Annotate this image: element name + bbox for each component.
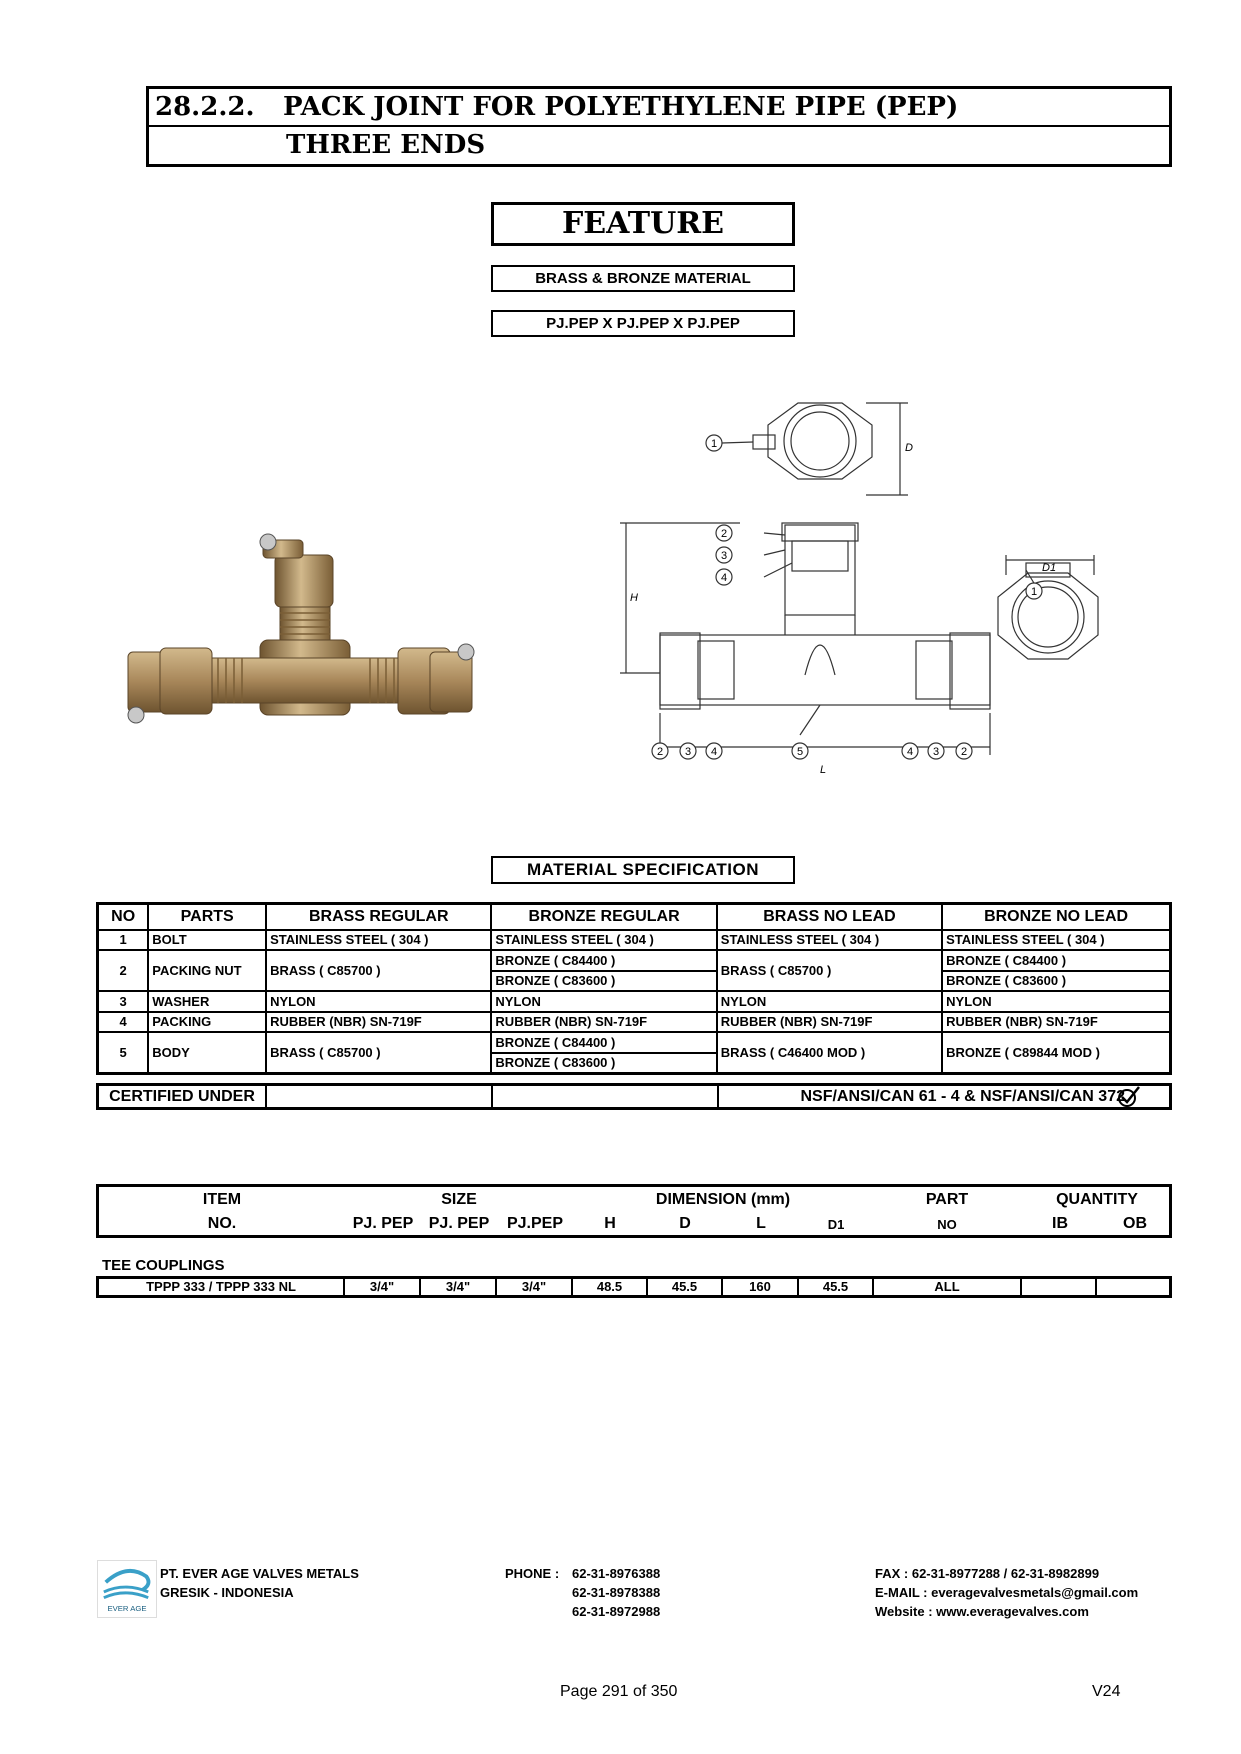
header-qty-ib: IB (1052, 1215, 1068, 1232)
callout-2: 2 (960, 746, 968, 758)
table-row (98, 1012, 1171, 1033)
callout-4: 4 (906, 746, 914, 758)
cell-brass-no-lead: BRASS ( C46400 MOD ) (717, 1032, 942, 1073)
cell-brass-regular: RUBBER (NBR) SN-719F (266, 1012, 491, 1033)
cell-bronze-regular: STAINLESS STEEL ( 304 ) (491, 930, 716, 951)
certified-row (96, 1083, 1172, 1110)
cell-size: 3/4" (497, 1279, 573, 1295)
callout-2: 2 (656, 746, 664, 758)
certified-label: CERTIFIED UNDER (99, 1086, 267, 1107)
cell-qty-ib (1022, 1279, 1097, 1295)
cell-bronze-regular: BRONZE ( C84400 ) (491, 950, 716, 971)
callout-1: 1 (1030, 586, 1038, 598)
header-quantity: QUANTITY (1056, 1191, 1138, 1208)
fax: FAX : 62-31-8977288 / 62-31-8982899 (875, 1566, 1100, 1581)
cell-brass-no-lead: NYLON (717, 991, 942, 1012)
cell-bronze-no-lead: RUBBER (NBR) SN-719F (942, 1012, 1170, 1033)
title-row (149, 89, 1169, 127)
header-part: PART (925, 1191, 969, 1208)
page-title: PACK JOINT FOR POLYETHYLENE PIPE (PEP) (283, 92, 959, 122)
dim-label-l: L (820, 764, 827, 776)
phone-number: 62-31-8972988 (572, 1604, 661, 1619)
version-label: V24 (1092, 1683, 1121, 1700)
certified-value: NSF/ANSI/CAN 61 - 4 & NSF/ANSI/CAN 372 (800, 1088, 1125, 1105)
callout-4: 4 (710, 746, 718, 758)
col-header: PARTS (148, 904, 266, 930)
email-link[interactable]: E-MAIL : everagevalvesmetals@gmail.com (875, 1585, 1139, 1600)
cell-no: 5 (98, 1032, 149, 1073)
cell-bronze-regular: NYLON (491, 991, 716, 1012)
cell-brass-regular: STAINLESS STEEL ( 304 ) (266, 930, 491, 951)
cell-bronze-regular: BRONZE ( C83600 ) (491, 971, 716, 992)
header-size-col: PJ.PEP (506, 1215, 564, 1232)
header-size-col: PJ. PEP (352, 1215, 414, 1232)
cell-dim-h: 48.5 (573, 1279, 648, 1295)
cell-size: 3/4" (345, 1279, 421, 1295)
table-header-row (98, 904, 1171, 930)
cell-bronze-no-lead: BRONZE ( C83600 ) (942, 971, 1170, 992)
website-link[interactable]: Website : www.everagevalves.com (875, 1604, 1089, 1619)
title-box (146, 86, 1172, 167)
cell-item: TPPP 333 / TPPP 333 NL (99, 1279, 345, 1295)
table-row (98, 991, 1171, 1012)
product-photo (120, 520, 520, 770)
callout-3: 3 (932, 746, 940, 758)
callout-2: 2 (720, 528, 728, 540)
cell-bronze-no-lead: STAINLESS STEEL ( 304 ) (942, 930, 1170, 951)
cell-dim-d1: 45.5 (799, 1279, 874, 1295)
callout-4: 4 (720, 572, 728, 584)
logo-text: EVER AGE (107, 1604, 147, 1614)
dim-label-d: D (905, 442, 913, 454)
checkmark-icon (1117, 1086, 1141, 1108)
company-logo (97, 1560, 157, 1618)
cell-part: BOLT (148, 930, 266, 951)
table-row (96, 1276, 1172, 1298)
header-dim-l: L (756, 1215, 766, 1232)
header-dim-d1: D1 (827, 1217, 845, 1232)
cell-dim-l: 160 (723, 1279, 799, 1295)
material-spec-table (96, 902, 1172, 1075)
cell-brass-no-lead: BRASS ( C85700 ) (717, 950, 942, 991)
cell-bronze-regular: RUBBER (NBR) SN-719F (491, 1012, 716, 1033)
header-qty-ob: OB (1123, 1215, 1147, 1232)
cell-brass-regular: BRASS ( C85700 ) (266, 950, 491, 991)
callout-1: 1 (710, 438, 718, 450)
col-header: BRASS REGULAR (266, 904, 491, 930)
phone-label: PHONE : (505, 1566, 560, 1581)
cell-no: 3 (98, 991, 149, 1012)
cell-part: WASHER (148, 991, 266, 1012)
cell-no: 1 (98, 930, 149, 951)
header-dim-h: H (604, 1215, 616, 1232)
cell-bronze-no-lead: BRONZE ( C84400 ) (942, 950, 1170, 971)
cell-brass-regular: BRASS ( C85700 ) (266, 1032, 491, 1073)
table-row (98, 950, 1171, 971)
dimension-table-header (96, 1184, 1172, 1238)
group-label: TEE COUPLINGS (102, 1257, 225, 1274)
col-header: BRONZE NO LEAD (942, 904, 1170, 930)
page-subtitle: THREE ENDS (286, 130, 486, 160)
cell-part: PACKING (148, 1012, 266, 1033)
dim-label-d1: D1 (1042, 562, 1057, 574)
cell-bronze-no-lead: BRONZE ( C89844 MOD ) (942, 1032, 1170, 1073)
cell-no: 4 (98, 1012, 149, 1033)
company-location: GRESIK - INDONESIA (160, 1585, 294, 1600)
cell-part: PACKING NUT (148, 950, 266, 991)
feature-material: BRASS & BRONZE MATERIAL (491, 265, 795, 292)
table-row (98, 930, 1171, 951)
cell-part: BODY (148, 1032, 266, 1073)
phone-number: 62-31-8978388 (572, 1585, 661, 1600)
col-header: NO (98, 904, 149, 930)
cell-bronze-regular: BRONZE ( C84400 ) (491, 1032, 716, 1053)
phone-number: 62-31-8976388 (572, 1566, 661, 1581)
header-dim-d: D (679, 1215, 691, 1232)
table-row (98, 1032, 1171, 1053)
cell-bronze-regular: BRONZE ( C83600 ) (491, 1053, 716, 1074)
header-no: NO. (207, 1215, 237, 1232)
certified-empty-cell (493, 1086, 719, 1107)
cell-dim-d: 45.5 (648, 1279, 723, 1295)
callout-3: 3 (720, 550, 728, 562)
company-name: PT. EVER AGE VALVES METALS (160, 1566, 359, 1581)
feature-heading: FEATURE (491, 202, 795, 246)
callout-3: 3 (684, 746, 692, 758)
header-size: SIZE (441, 1191, 477, 1208)
certified-empty-cell (267, 1086, 493, 1107)
feature-connection: PJ.PEP X PJ.PEP X PJ.PEP (491, 310, 795, 337)
material-spec-title: MATERIAL SPECIFICATION (491, 856, 795, 884)
header-size-col: PJ. PEP (428, 1215, 490, 1232)
cell-brass-no-lead: RUBBER (NBR) SN-719F (717, 1012, 942, 1033)
col-header: BRONZE REGULAR (491, 904, 716, 930)
cell-part-no: ALL (874, 1279, 1022, 1295)
cell-no: 2 (98, 950, 149, 991)
cell-bronze-no-lead: NYLON (942, 991, 1170, 1012)
technical-drawing (620, 395, 1140, 795)
header-dimension: DIMENSION (mm) (655, 1191, 791, 1208)
cell-size: 3/4" (421, 1279, 497, 1295)
cell-qty-ob (1097, 1279, 1169, 1295)
cell-brass-regular: NYLON (266, 991, 491, 1012)
dim-label-h: H (630, 592, 638, 604)
cell-brass-no-lead: STAINLESS STEEL ( 304 ) (717, 930, 942, 951)
header-part-no: NO (937, 1217, 957, 1232)
callout-5: 5 (796, 746, 804, 758)
col-header: BRASS NO LEAD (717, 904, 942, 930)
page-number: Page 291 of 350 (560, 1683, 678, 1700)
section-number: 28.2.2. (155, 92, 255, 122)
header-item: ITEM (202, 1191, 242, 1208)
